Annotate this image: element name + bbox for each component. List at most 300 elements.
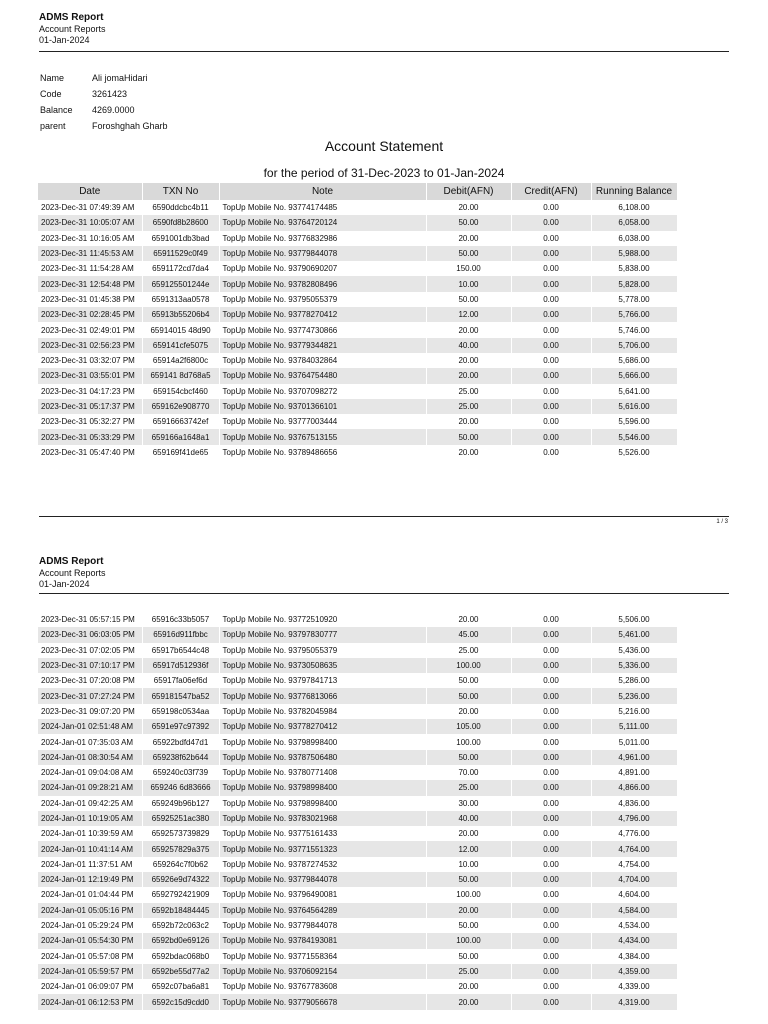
table-row <box>38 826 677 841</box>
debit-cell: 20.00 <box>426 903 511 918</box>
table-row <box>38 368 677 383</box>
debit-cell: 30.00 <box>426 796 511 811</box>
credit-cell: 0.00 <box>511 399 591 414</box>
balance-cell: 4,836.00 <box>591 796 677 811</box>
note-cell: TopUp Mobile No. 93776832986 <box>219 231 426 246</box>
credit-cell: 0.00 <box>511 949 591 964</box>
txn-cell: 659240c03f739 <box>142 765 219 780</box>
txn-cell: 659162e908770 <box>142 399 219 414</box>
column-header-debit: Debit(AFN) <box>426 183 511 200</box>
note-cell: TopUp Mobile No. 93795055379 <box>219 643 426 658</box>
parent-value: Foroshghah Gharb <box>92 121 168 131</box>
txn-cell: 65917fa06ef6d <box>142 673 219 688</box>
credit-cell: 0.00 <box>511 933 591 948</box>
table-row <box>38 612 677 627</box>
date-cell: 2024-Jan-01 05:29:24 PM <box>38 918 142 933</box>
account-info <box>40 70 168 134</box>
debit-cell: 100.00 <box>426 887 511 902</box>
txn-cell: 659238f62b644 <box>142 750 219 765</box>
column-header-credit: Credit(AFN) <box>511 183 591 200</box>
txn-cell: 6592c07ba6a81 <box>142 979 219 994</box>
page1-footer-divider <box>39 516 729 517</box>
credit-cell: 0.00 <box>511 368 591 383</box>
balance-cell: 5,641.00 <box>591 384 677 399</box>
table-row <box>38 780 677 795</box>
note-cell: TopUp Mobile No. 93771558364 <box>219 949 426 964</box>
balance-cell: 4,704.00 <box>591 872 677 887</box>
date-cell: 2024-Jan-01 10:19:05 AM <box>38 811 142 826</box>
report-date: 01-Jan-2024 <box>39 579 90 589</box>
table-row <box>38 261 677 276</box>
balance-cell: 5,336.00 <box>591 658 677 673</box>
date-cell: 2024-Jan-01 06:09:07 PM <box>38 979 142 994</box>
credit-cell: 0.00 <box>511 719 591 734</box>
balance-cell: 4,359.00 <box>591 964 677 979</box>
info-row-name <box>40 70 168 86</box>
debit-cell: 100.00 <box>426 933 511 948</box>
note-cell: TopUp Mobile No. 93778270412 <box>219 307 426 322</box>
balance-cell: 5,828.00 <box>591 276 677 291</box>
debit-cell: 20.00 <box>426 368 511 383</box>
date-cell: 2024-Jan-01 10:41:14 AM <box>38 841 142 856</box>
credit-cell: 0.00 <box>511 322 591 337</box>
header-divider <box>39 51 729 52</box>
date-cell: 2023-Dec-31 07:20:08 PM <box>38 673 142 688</box>
note-cell: TopUp Mobile No. 93796490081 <box>219 887 426 902</box>
debit-cell: 50.00 <box>426 918 511 933</box>
txn-cell: 659264c7f0b62 <box>142 857 219 872</box>
txn-cell: 6590fd8b28600 <box>142 215 219 230</box>
credit-cell: 0.00 <box>511 307 591 322</box>
credit-cell: 0.00 <box>511 231 591 246</box>
note-cell: TopUp Mobile No. 93764754480 <box>219 368 426 383</box>
txn-cell: 659141 8d768a5 <box>142 368 219 383</box>
balance-cell: 5,236.00 <box>591 688 677 703</box>
table-row <box>38 429 677 444</box>
debit-cell: 20.00 <box>426 445 511 460</box>
txn-cell: 65913b55206b4 <box>142 307 219 322</box>
table-row <box>38 307 677 322</box>
balance-cell: 4,584.00 <box>591 903 677 918</box>
date-cell: 2024-Jan-01 11:37:51 AM <box>38 857 142 872</box>
date-cell: 2023-Dec-31 11:45:53 AM <box>38 246 142 261</box>
info-row-code <box>40 86 168 102</box>
debit-cell: 25.00 <box>426 780 511 795</box>
debit-cell: 12.00 <box>426 307 511 322</box>
txn-cell: 6591172cd7da4 <box>142 261 219 276</box>
txn-cell: 6591313aa0578 <box>142 292 219 307</box>
balance-cell: 6,058.00 <box>591 215 677 230</box>
code-label: Code <box>40 89 62 99</box>
debit-cell: 105.00 <box>426 719 511 734</box>
table-row <box>38 399 677 414</box>
credit-cell: 0.00 <box>511 200 591 215</box>
txn-cell: 65925251ac380 <box>142 811 219 826</box>
note-cell: TopUp Mobile No. 93779056678 <box>219 994 426 1009</box>
txn-cell: 659141cfe5075 <box>142 338 219 353</box>
txn-cell: 659181547ba52 <box>142 688 219 703</box>
balance-cell: 5,666.00 <box>591 368 677 383</box>
debit-cell: 20.00 <box>426 322 511 337</box>
txn-cell: 659154cbcf460 <box>142 384 219 399</box>
date-cell: 2023-Dec-31 07:02:05 PM <box>38 643 142 658</box>
debit-cell: 10.00 <box>426 857 511 872</box>
debit-cell: 50.00 <box>426 429 511 444</box>
balance-cell: 5,706.00 <box>591 338 677 353</box>
report-subtitle: Account Reports <box>39 568 106 578</box>
debit-cell: 50.00 <box>426 688 511 703</box>
note-cell: TopUp Mobile No. 93774174485 <box>219 200 426 215</box>
date-cell: 2023-Dec-31 05:33:29 PM <box>38 429 142 444</box>
note-cell: TopUp Mobile No. 93707098272 <box>219 384 426 399</box>
balance-cell: 5,686.00 <box>591 353 677 368</box>
balance-cell: 4,319.00 <box>591 994 677 1009</box>
note-cell: TopUp Mobile No. 93771551323 <box>219 841 426 856</box>
note-cell: TopUp Mobile No. 93779344821 <box>219 338 426 353</box>
debit-cell: 25.00 <box>426 643 511 658</box>
credit-cell: 0.00 <box>511 384 591 399</box>
debit-cell: 25.00 <box>426 964 511 979</box>
table-row <box>38 276 677 291</box>
debit-cell: 45.00 <box>426 627 511 642</box>
table-row <box>38 979 677 994</box>
balance-cell: 4,891.00 <box>591 765 677 780</box>
page2-header <box>39 556 729 590</box>
table-row <box>38 903 677 918</box>
balance-cell: 4,776.00 <box>591 826 677 841</box>
column-header-txn: TXN No <box>142 183 219 200</box>
balance-cell: 5,616.00 <box>591 399 677 414</box>
txn-cell: 6591e97c97392 <box>142 719 219 734</box>
date-cell: 2023-Dec-31 05:47:40 PM <box>38 445 142 460</box>
note-cell: TopUp Mobile No. 93772510920 <box>219 612 426 627</box>
credit-cell: 0.00 <box>511 353 591 368</box>
report-title: ADMS Report <box>39 12 104 23</box>
table-row <box>38 857 677 872</box>
table-row <box>38 811 677 826</box>
credit-cell: 0.00 <box>511 704 591 719</box>
note-cell: TopUp Mobile No. 93764720124 <box>219 215 426 230</box>
debit-cell: 20.00 <box>426 200 511 215</box>
date-cell: 2023-Dec-31 01:45:38 PM <box>38 292 142 307</box>
balance-cell: 4,961.00 <box>591 750 677 765</box>
balance-cell: 4,434.00 <box>591 933 677 948</box>
txn-cell: 6592573739829 <box>142 826 219 841</box>
txn-cell: 6591001db3bad <box>142 231 219 246</box>
txn-cell: 6592b18484445 <box>142 903 219 918</box>
date-cell: 2024-Jan-01 01:04:44 PM <box>38 887 142 902</box>
txn-cell: 659125501244e <box>142 276 219 291</box>
balance-cell: 6,038.00 <box>591 231 677 246</box>
debit-cell: 50.00 <box>426 292 511 307</box>
credit-cell: 0.00 <box>511 414 591 429</box>
date-cell: 2024-Jan-01 02:51:48 AM <box>38 719 142 734</box>
note-cell: TopUp Mobile No. 93783021968 <box>219 811 426 826</box>
header-divider <box>39 593 729 594</box>
balance-cell: 5,988.00 <box>591 246 677 261</box>
credit-cell: 0.00 <box>511 780 591 795</box>
date-cell: 2023-Dec-31 07:27:24 PM <box>38 688 142 703</box>
credit-cell: 0.00 <box>511 994 591 1009</box>
table-row <box>38 887 677 902</box>
date-cell: 2023-Dec-31 09:07:20 PM <box>38 704 142 719</box>
table-row <box>38 994 677 1009</box>
credit-cell: 0.00 <box>511 750 591 765</box>
credit-cell: 0.00 <box>511 765 591 780</box>
date-cell: 2023-Dec-31 05:32:27 PM <box>38 414 142 429</box>
table-row <box>38 643 677 658</box>
txn-cell: 65926e9d74322 <box>142 872 219 887</box>
note-cell: TopUp Mobile No. 93784032864 <box>219 353 426 368</box>
txn-cell: 6592c15d9cdd0 <box>142 994 219 1009</box>
note-cell: TopUp Mobile No. 93790690207 <box>219 261 426 276</box>
table-row <box>38 841 677 856</box>
date-cell: 2024-Jan-01 05:54:30 PM <box>38 933 142 948</box>
txn-cell: 6592792421909 <box>142 887 219 902</box>
table-row <box>38 384 677 399</box>
date-cell: 2023-Dec-31 10:05:07 AM <box>38 215 142 230</box>
table-row <box>38 918 677 933</box>
table-row <box>38 949 677 964</box>
debit-cell: 25.00 <box>426 399 511 414</box>
table-row <box>38 658 677 673</box>
balance-cell: 4,339.00 <box>591 979 677 994</box>
debit-cell: 40.00 <box>426 811 511 826</box>
date-cell: 2024-Jan-01 12:19:49 PM <box>38 872 142 887</box>
credit-cell: 0.00 <box>511 857 591 872</box>
txn-cell: 659169f41de65 <box>142 445 219 460</box>
credit-cell: 0.00 <box>511 811 591 826</box>
info-row-balance <box>40 102 168 118</box>
table-row <box>38 231 677 246</box>
debit-cell: 50.00 <box>426 246 511 261</box>
credit-cell: 0.00 <box>511 918 591 933</box>
date-cell: 2024-Jan-01 10:39:59 AM <box>38 826 142 841</box>
note-cell: TopUp Mobile No. 93798998400 <box>219 734 426 749</box>
table-row <box>38 872 677 887</box>
transactions-table-page1 <box>38 183 678 460</box>
table-row <box>38 246 677 261</box>
note-cell: TopUp Mobile No. 93780771408 <box>219 765 426 780</box>
table-row <box>38 200 677 215</box>
date-cell: 2024-Jan-01 06:12:53 PM <box>38 994 142 1009</box>
note-cell: TopUp Mobile No. 93730508635 <box>219 658 426 673</box>
date-cell: 2023-Dec-31 07:10:17 PM <box>38 658 142 673</box>
balance-cell: 5,766.00 <box>591 307 677 322</box>
balance-cell: 5,461.00 <box>591 627 677 642</box>
txn-cell: 65916d911fbbc <box>142 627 219 642</box>
date-cell: 2023-Dec-31 03:32:07 PM <box>38 353 142 368</box>
note-cell: TopUp Mobile No. 93784193081 <box>219 933 426 948</box>
txn-cell: 659249b96b127 <box>142 796 219 811</box>
note-cell: TopUp Mobile No. 93779844078 <box>219 872 426 887</box>
report-subtitle: Account Reports <box>39 24 106 34</box>
column-header-note: Note <box>219 183 426 200</box>
debit-cell: 20.00 <box>426 994 511 1009</box>
date-cell: 2024-Jan-01 09:28:21 AM <box>38 780 142 795</box>
credit-cell: 0.00 <box>511 276 591 291</box>
debit-cell: 100.00 <box>426 734 511 749</box>
date-cell: 2024-Jan-01 08:30:54 AM <box>38 750 142 765</box>
table-row <box>38 673 677 688</box>
table-row <box>38 933 677 948</box>
table-row <box>38 414 677 429</box>
balance-cell: 4,866.00 <box>591 780 677 795</box>
note-cell: TopUp Mobile No. 93779844078 <box>219 918 426 933</box>
balance-cell: 5,436.00 <box>591 643 677 658</box>
credit-cell: 0.00 <box>511 903 591 918</box>
note-cell: TopUp Mobile No. 93789486656 <box>219 445 426 460</box>
credit-cell: 0.00 <box>511 734 591 749</box>
table-row <box>38 688 677 703</box>
balance-cell: 4,754.00 <box>591 857 677 872</box>
debit-cell: 150.00 <box>426 261 511 276</box>
note-cell: TopUp Mobile No. 93767783608 <box>219 979 426 994</box>
note-cell: TopUp Mobile No. 93775161433 <box>219 826 426 841</box>
balance-cell: 5,526.00 <box>591 445 677 460</box>
debit-cell: 20.00 <box>426 612 511 627</box>
table-row <box>38 796 677 811</box>
debit-cell: 25.00 <box>426 384 511 399</box>
page1-header <box>39 12 729 46</box>
credit-cell: 0.00 <box>511 658 591 673</box>
date-cell: 2023-Dec-31 12:54:48 PM <box>38 276 142 291</box>
txn-cell: 659166a1648a1 <box>142 429 219 444</box>
table-row <box>38 322 677 337</box>
date-cell: 2024-Jan-01 09:04:08 AM <box>38 765 142 780</box>
date-cell: 2023-Dec-31 07:49:39 AM <box>38 200 142 215</box>
credit-cell: 0.00 <box>511 872 591 887</box>
credit-cell: 0.00 <box>511 887 591 902</box>
credit-cell: 0.00 <box>511 338 591 353</box>
parent-label: parent <box>40 121 66 131</box>
credit-cell: 0.00 <box>511 643 591 658</box>
txn-cell: 65922bdfd47d1 <box>142 734 219 749</box>
balance-cell: 4,796.00 <box>591 811 677 826</box>
date-cell: 2023-Dec-31 02:28:45 PM <box>38 307 142 322</box>
date-cell: 2024-Jan-01 05:05:16 PM <box>38 903 142 918</box>
balance-cell: 5,838.00 <box>591 261 677 276</box>
note-cell: TopUp Mobile No. 93774730866 <box>219 322 426 337</box>
txn-cell: 6592be55d77a2 <box>142 964 219 979</box>
note-cell: TopUp Mobile No. 93795055379 <box>219 292 426 307</box>
txn-cell: 6590ddcbc4b11 <box>142 200 219 215</box>
debit-cell: 20.00 <box>426 414 511 429</box>
date-cell: 2023-Dec-31 11:54:28 AM <box>38 261 142 276</box>
date-cell: 2024-Jan-01 07:35:03 AM <box>38 734 142 749</box>
date-cell: 2023-Dec-31 06:03:05 PM <box>38 627 142 642</box>
table-row <box>38 627 677 642</box>
balance-cell: 4,534.00 <box>591 918 677 933</box>
transactions-table-page2 <box>38 612 678 1010</box>
table-row <box>38 719 677 734</box>
credit-cell: 0.00 <box>511 445 591 460</box>
credit-cell: 0.00 <box>511 826 591 841</box>
txn-cell: 6592bd0e69126 <box>142 933 219 948</box>
txn-cell: 65914a2f6800c <box>142 353 219 368</box>
date-cell: 2023-Dec-31 04:17:23 PM <box>38 384 142 399</box>
txn-cell: 65916c33b5057 <box>142 612 219 627</box>
txn-cell: 659257829a375 <box>142 841 219 856</box>
debit-cell: 20.00 <box>426 231 511 246</box>
debit-cell: 50.00 <box>426 750 511 765</box>
table-row <box>38 215 677 230</box>
note-cell: TopUp Mobile No. 93797830777 <box>219 627 426 642</box>
note-cell: TopUp Mobile No. 93764564289 <box>219 903 426 918</box>
credit-cell: 0.00 <box>511 979 591 994</box>
txn-cell: 6592bdac068b0 <box>142 949 219 964</box>
debit-cell: 20.00 <box>426 979 511 994</box>
note-cell: TopUp Mobile No. 93787506480 <box>219 750 426 765</box>
note-cell: TopUp Mobile No. 93782808496 <box>219 276 426 291</box>
balance-cell: 5,506.00 <box>591 612 677 627</box>
balance-cell: 5,011.00 <box>591 734 677 749</box>
credit-cell: 0.00 <box>511 841 591 856</box>
debit-cell: 12.00 <box>426 841 511 856</box>
credit-cell: 0.00 <box>511 673 591 688</box>
debit-cell: 40.00 <box>426 338 511 353</box>
debit-cell: 50.00 <box>426 673 511 688</box>
note-cell: TopUp Mobile No. 93777003444 <box>219 414 426 429</box>
date-cell: 2023-Dec-31 05:57:15 PM <box>38 612 142 627</box>
note-cell: TopUp Mobile No. 93706092154 <box>219 964 426 979</box>
table-row <box>38 704 677 719</box>
report-date: 01-Jan-2024 <box>39 35 90 45</box>
debit-cell: 10.00 <box>426 276 511 291</box>
report-title: ADMS Report <box>39 556 104 567</box>
debit-cell: 20.00 <box>426 353 511 368</box>
date-cell: 2023-Dec-31 03:55:01 PM <box>38 368 142 383</box>
credit-cell: 0.00 <box>511 292 591 307</box>
statement-period: for the period of 31-Dec-2023 to 01-Jan-2024 <box>263 166 505 180</box>
note-cell: TopUp Mobile No. 93798998400 <box>219 780 426 795</box>
credit-cell: 0.00 <box>511 429 591 444</box>
note-cell: TopUp Mobile No. 93798998400 <box>219 796 426 811</box>
credit-cell: 0.00 <box>511 612 591 627</box>
credit-cell: 0.00 <box>511 688 591 703</box>
info-row-parent <box>40 118 168 134</box>
txn-cell: 65917d512936f <box>142 658 219 673</box>
table-row <box>38 964 677 979</box>
balance-cell: 5,216.00 <box>591 704 677 719</box>
balance-cell: 5,546.00 <box>591 429 677 444</box>
statement-title: Account Statement <box>324 138 444 154</box>
table-row <box>38 338 677 353</box>
code-value: 3261423 <box>92 89 128 99</box>
date-cell: 2024-Jan-01 09:42:25 AM <box>38 796 142 811</box>
column-header-date: Date <box>38 183 142 200</box>
txn-cell: 65917b6544c48 <box>142 643 219 658</box>
credit-cell: 0.00 <box>511 215 591 230</box>
page-number: 1 / 3 <box>716 519 728 525</box>
table-row <box>38 734 677 749</box>
note-cell: TopUp Mobile No. 93767513155 <box>219 429 426 444</box>
debit-cell: 20.00 <box>426 704 511 719</box>
debit-cell: 50.00 <box>426 949 511 964</box>
table-row <box>38 750 677 765</box>
credit-cell: 0.00 <box>511 627 591 642</box>
txn-cell: 6592b72c063c2 <box>142 918 219 933</box>
credit-cell: 0.00 <box>511 261 591 276</box>
table-row <box>38 765 677 780</box>
table-header-row <box>38 183 677 200</box>
note-cell: TopUp Mobile No. 93779844078 <box>219 246 426 261</box>
balance-cell: 5,746.00 <box>591 322 677 337</box>
date-cell: 2023-Dec-31 02:49:01 PM <box>38 322 142 337</box>
credit-cell: 0.00 <box>511 796 591 811</box>
balance-cell: 6,108.00 <box>591 200 677 215</box>
debit-cell: 70.00 <box>426 765 511 780</box>
